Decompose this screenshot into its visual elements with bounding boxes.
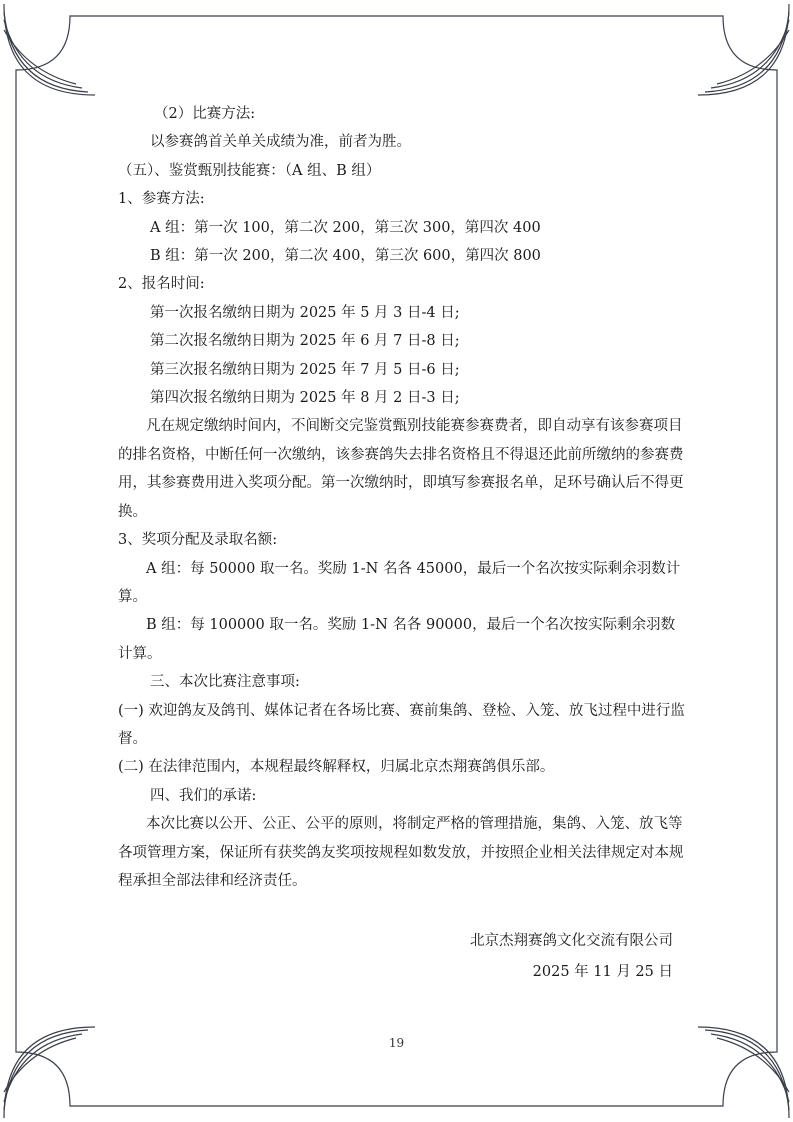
section-heading: 三、本次比赛注意事项:: [150, 674, 300, 691]
signature-block: [470, 926, 673, 988]
page-number: 19: [388, 1036, 405, 1050]
notice-item-1: (一) 欢迎鸽友及鸽刊、媒体记者在各场比赛、赛前集鸽、登检、入笼、放飞过程中进行监督。: [118, 702, 685, 747]
company-name: 北京杰翔赛鸽文化交流有限公司: [470, 933, 673, 949]
group-a-award: A 组：每 50000 取一名。奖励 1-N 名各 45000，最后一个名次按实际剩余羽数计算。: [118, 560, 681, 605]
subsection-heading: 3、奖项分配及录取名额:: [118, 532, 278, 549]
registration-date-2: 第二次报名缴纳日期为 2025 年 6 月 7 日-8 日;: [150, 333, 460, 350]
notice-item-2: (二) 在法律范围内，本规程最终解释权，归属北京杰翔赛鸽俱乐部。: [118, 759, 555, 776]
commitment-paragraph: 本次比赛以公开、公正、公平的原则，将制定严格的管理措施，集鸽、入笼、放飞等各项管理方案，保证所有获奖鸽友奖项按规程如数发放，并按照企业相关法律规定对本规程承担全部法律和经济责任。: [118, 816, 684, 889]
registration-date-1: 第一次报名缴纳日期为 2025 年 5 月 3 日-4 日;: [150, 304, 460, 321]
registration-date-3: 第三次报名缴纳日期为 2025 年 7 月 5 日-6 日;: [150, 361, 460, 378]
subsection-heading: 1、参赛方法:: [118, 191, 205, 208]
subsection-heading: （2）比赛方法:: [154, 106, 256, 122]
subsection-heading: 2、报名时间:: [118, 276, 205, 293]
group-a-fee: A 组：第一次 100，第二次 200，第三次 300，第四次 400: [150, 219, 541, 236]
document-body: [118, 100, 688, 895]
section-heading: （五）、鉴赏甄别技能赛：（A 组、B 组）: [118, 162, 381, 179]
section-heading: 四、我们的承诺:: [150, 787, 257, 804]
group-b-award: B 组：每 100000 取一名。奖励 1-N 名各 90000，最后一个名次按实际剩余羽数计算。: [118, 617, 676, 662]
group-b-fee: B 组：第一次 200，第二次 400，第三次 600，第四次 800: [150, 248, 541, 265]
registration-rules-paragraph: 凡在规定缴纳时间内，不间断交完鉴赏甄别技能赛参赛费者，即自动享有该参赛项目的排名资格，中断任何一次缴纳，该参赛鸽失去排名资格且不得退还此前所缴纳的参赛费用，其参赛费用进入奖项分配。第一次缴纳时，即填写参赛报名单，足环号确认后不得更换。: [118, 418, 684, 520]
body-text: 以参赛鸽首关单关成绩为准，前者为胜。: [150, 134, 411, 151]
registration-date-4: 第四次报名缴纳日期为 2025 年 8 月 2 日-3 日;: [150, 390, 460, 407]
signature-date: 2025 年 11 月 25 日: [532, 964, 673, 980]
